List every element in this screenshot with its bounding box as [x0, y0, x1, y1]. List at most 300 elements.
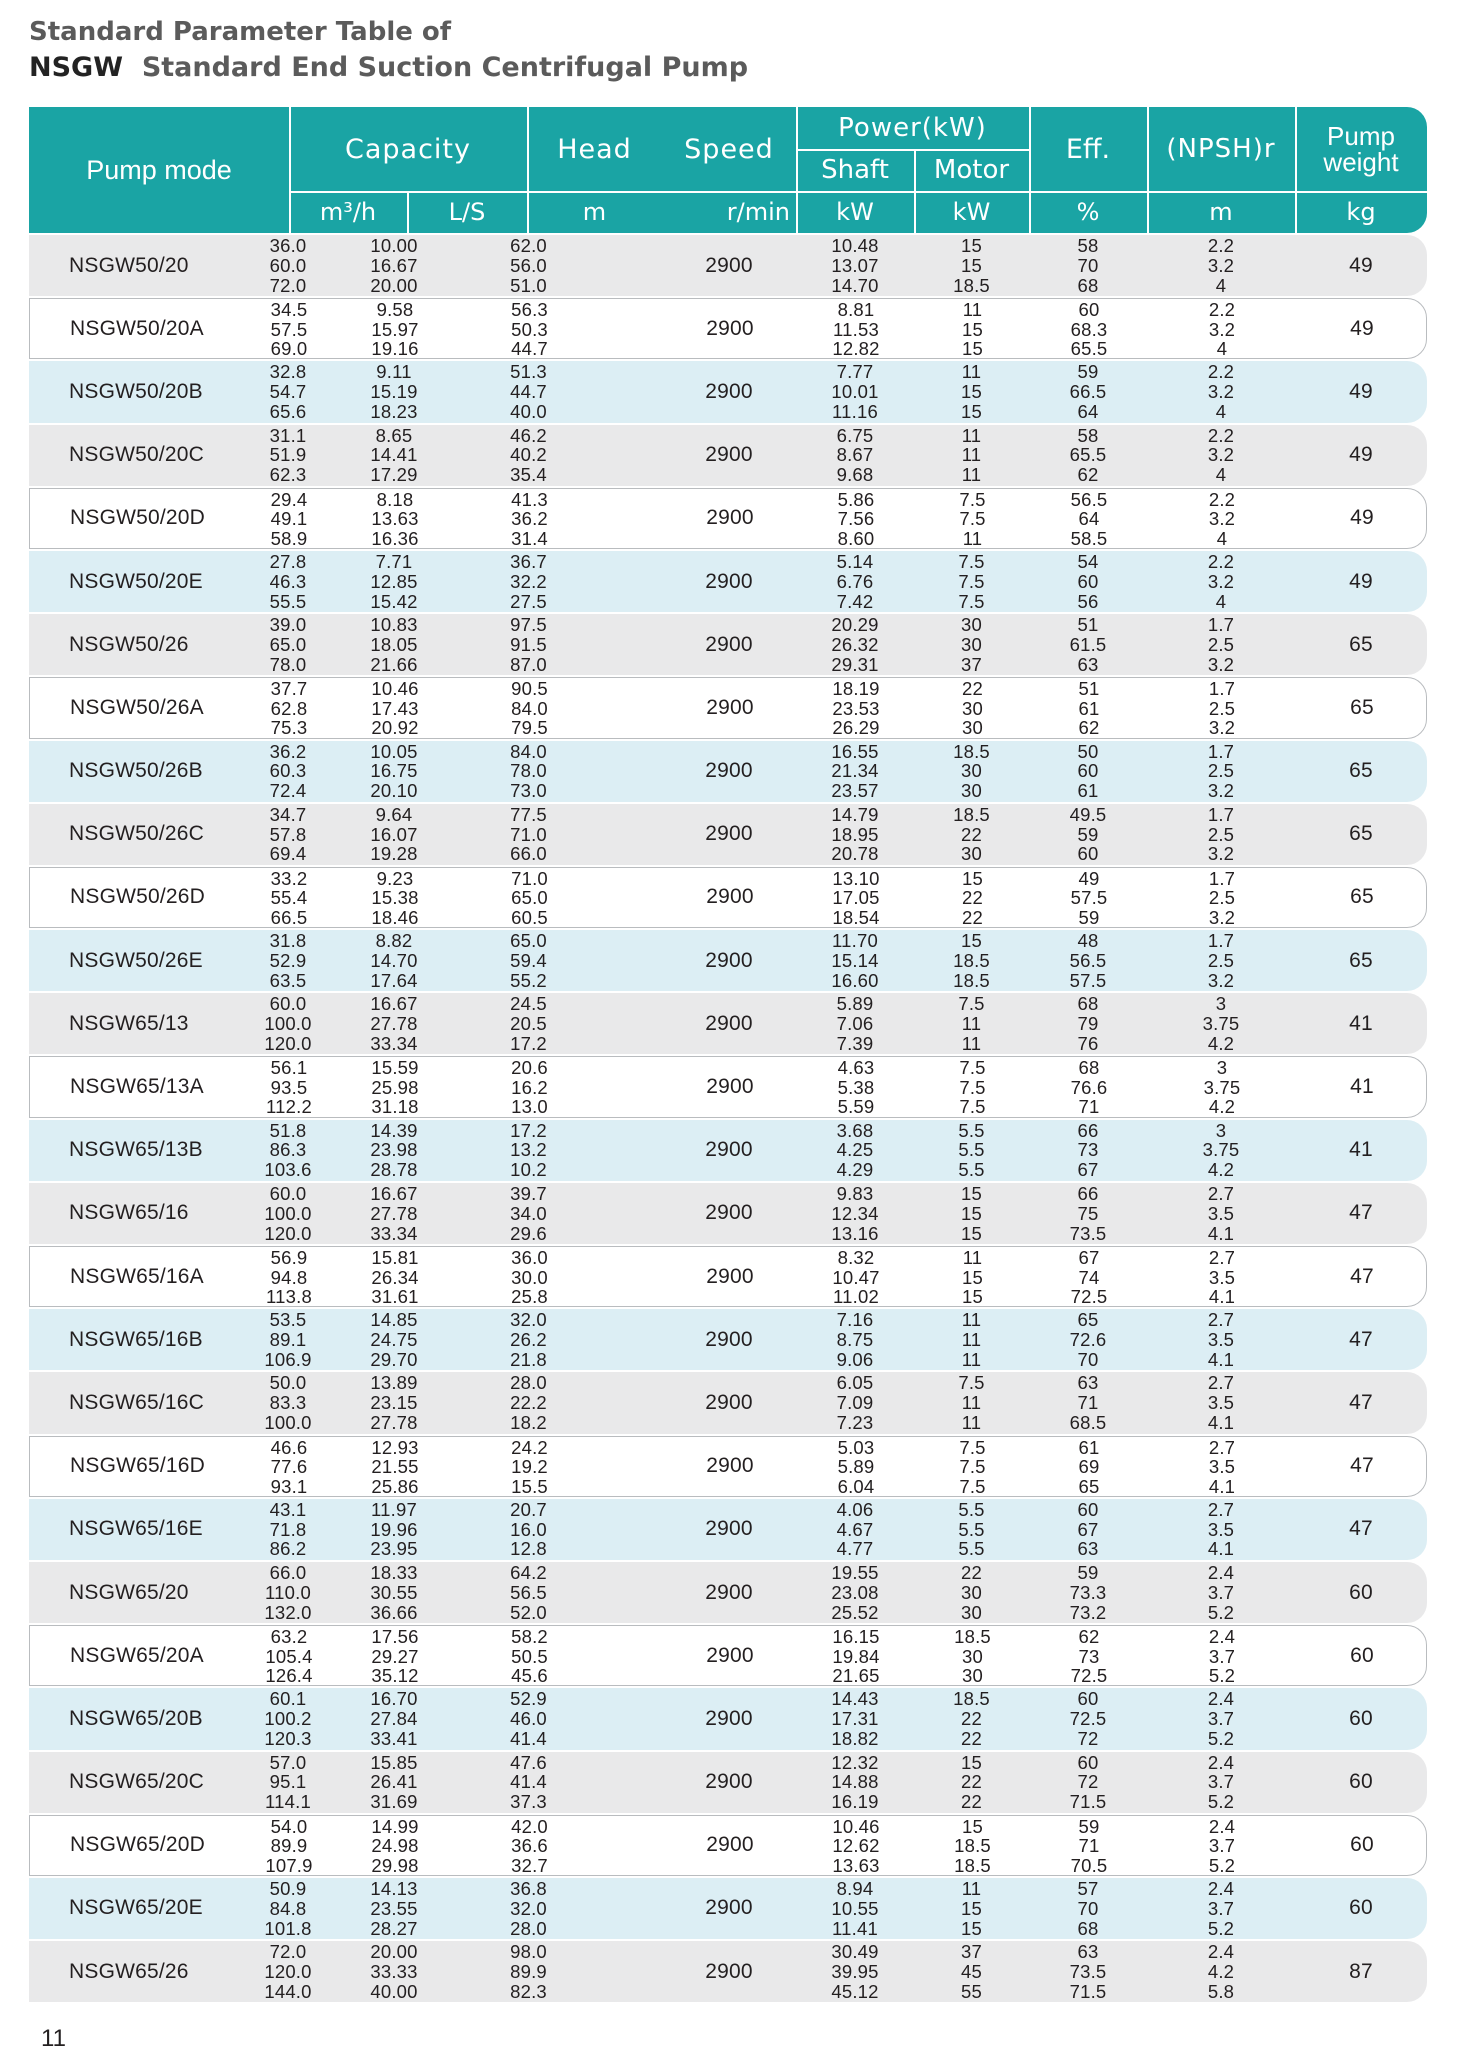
cell-value: 8.18 — [376, 488, 414, 510]
pump-model-cell: NSGW50/20B — [69, 379, 203, 403]
cell-value: 103.6 — [264, 1159, 312, 1181]
cell-value: 68.3 — [1070, 318, 1108, 340]
weight-cell: 60 — [1349, 1770, 1373, 1794]
motor-cell — [914, 551, 1029, 612]
cell-value: 60.0 — [269, 254, 307, 276]
cell-value: 22 — [961, 823, 982, 845]
cell-value: 26.34 — [371, 1266, 419, 1288]
cell-value: 73.2 — [1069, 1601, 1107, 1623]
flow-m3h-cell — [229, 361, 347, 422]
cell-value: 3.68 — [836, 1119, 874, 1141]
shaft-cell — [796, 361, 914, 422]
cell-value: 20.6 — [511, 1057, 548, 1079]
cell-value: 2.7 — [1207, 1309, 1235, 1331]
flow-ls-cell — [335, 1626, 455, 1685]
flow-ls-cell — [335, 678, 455, 737]
cell-value: 32.8 — [269, 361, 307, 383]
cell-value: 62.3 — [269, 464, 307, 486]
cell-value: 72 — [1077, 1771, 1099, 1793]
cell-value: 12.62 — [832, 1835, 880, 1857]
head-cell — [461, 1372, 596, 1433]
cell-value: 40.2 — [510, 444, 547, 466]
cell-value: 20.00 — [370, 1941, 418, 1963]
head-cell — [462, 678, 597, 737]
cell-value: 53.5 — [269, 1309, 307, 1331]
cell-value: 60.3 — [269, 760, 307, 782]
cell-value: 7.5 — [959, 1475, 986, 1497]
cell-value: 16.07 — [370, 823, 418, 845]
motor-cell — [915, 489, 1030, 548]
unit-motor: kW — [952, 198, 991, 226]
cell-value: 22 — [961, 1561, 982, 1583]
weight-cell: 65 — [1350, 695, 1374, 719]
cell-value: 87.0 — [510, 653, 547, 675]
cell-value: 3.5 — [1207, 1518, 1235, 1540]
cell-value: 13.63 — [371, 508, 419, 530]
flow-m3h-cell — [229, 1309, 347, 1370]
cell-value: 7.5 — [958, 993, 985, 1015]
cell-value: 12.93 — [371, 1436, 419, 1458]
cell-value: 30 — [961, 780, 982, 802]
cell-value: 3.5 — [1207, 1202, 1235, 1224]
table-row — [29, 804, 1427, 865]
cell-value: 24.98 — [371, 1835, 419, 1857]
cell-value: 120.0 — [264, 1960, 312, 1982]
eff-cell — [1030, 868, 1148, 927]
flow-m3h-cell — [229, 1688, 347, 1749]
cell-value: 15 — [961, 401, 982, 423]
table-row — [29, 1436, 1427, 1497]
cell-value: 36.0 — [269, 235, 307, 256]
pump-model-cell: NSGW50/26 — [69, 632, 189, 656]
cell-value: 61 — [1077, 780, 1099, 802]
speed-cell: 2900 — [705, 569, 753, 593]
flow-m3h-cell — [229, 1499, 347, 1560]
cell-value: 106.9 — [264, 1348, 312, 1370]
flow-ls-cell — [334, 930, 454, 991]
cell-value: 22 — [962, 678, 983, 700]
motor-cell — [915, 299, 1030, 358]
npsh-cell — [1147, 361, 1295, 422]
speed-cell: 2900 — [705, 1517, 753, 1541]
cell-value: 31.61 — [371, 1286, 419, 1307]
cell-value: 56 — [1077, 590, 1099, 612]
cell-value: 29.98 — [371, 1854, 419, 1876]
cell-value: 100.0 — [264, 1412, 312, 1434]
cell-value: 21.66 — [370, 653, 418, 675]
table-row — [29, 1309, 1427, 1370]
cell-value: 73.0 — [510, 780, 547, 802]
cell-value: 30 — [961, 614, 982, 636]
cell-value: 32.0 — [510, 1897, 547, 1919]
cell-value: 2.2 — [1207, 235, 1235, 256]
speed-cell: 2900 — [706, 1075, 754, 1099]
cell-value: 68 — [1077, 274, 1099, 296]
cell-value: 16.2 — [511, 1076, 548, 1098]
cell-value: 17.31 — [831, 1708, 879, 1730]
flow-m3h-cell — [230, 1247, 348, 1306]
cell-value: 3.2 — [1207, 444, 1235, 466]
flow-m3h-cell — [229, 614, 347, 675]
cell-value: 65.0 — [269, 633, 307, 655]
cell-value: 7.5 — [959, 1436, 986, 1458]
cell-value: 22.2 — [510, 1392, 547, 1414]
cell-value: 16.70 — [370, 1688, 418, 1710]
flow-m3h-cell — [230, 1626, 348, 1685]
pump-model-cell: NSGW50/20D — [70, 506, 206, 530]
weight-cell: 65 — [1349, 759, 1373, 783]
speed-cell: 2900 — [705, 1706, 753, 1730]
head-cell — [461, 930, 596, 991]
cell-value: 15.38 — [371, 887, 419, 909]
unit-head: m — [582, 198, 607, 226]
motor-cell — [915, 1247, 1030, 1306]
motor-cell — [914, 1120, 1029, 1181]
cell-value: 72.6 — [1069, 1329, 1107, 1351]
npsh-cell — [1147, 804, 1295, 865]
cell-value: 4.2 — [1208, 1096, 1236, 1118]
cell-value: 97.5 — [510, 614, 547, 636]
motor-cell — [914, 1309, 1029, 1370]
cell-value: 15 — [962, 318, 983, 340]
eff-cell — [1030, 489, 1148, 548]
cell-value: 76 — [1077, 1032, 1099, 1054]
cell-value: 22 — [962, 906, 983, 928]
cell-value: 73.5 — [1069, 1960, 1107, 1982]
cell-value: 7.5 — [958, 570, 985, 592]
title-brand: NSGW — [29, 52, 123, 83]
cell-value: 33.34 — [370, 1222, 418, 1244]
npsh-cell — [1148, 1057, 1296, 1116]
cell-value: 91.5 — [510, 633, 547, 655]
cell-value: 8.60 — [837, 527, 875, 549]
cell-value: 5.03 — [837, 1436, 875, 1458]
npsh-cell — [1147, 1878, 1295, 1939]
cell-value: 56.3 — [511, 299, 548, 321]
header-head: Head — [557, 133, 632, 165]
cell-value: 36.66 — [370, 1601, 418, 1623]
cell-value: 15 — [961, 254, 982, 276]
cell-value: 7.71 — [375, 550, 413, 572]
cell-value: 55.5 — [269, 590, 307, 612]
cell-value: 11 — [961, 1329, 982, 1351]
cell-value: 72.0 — [269, 274, 307, 296]
weight-cell: 47 — [1349, 1327, 1373, 1351]
cell-value: 27.84 — [370, 1708, 418, 1730]
table-row — [29, 1941, 1427, 2002]
cell-value: 59 — [1077, 361, 1099, 383]
cell-value: 10.55 — [831, 1897, 879, 1919]
cell-value: 36.6 — [511, 1835, 548, 1857]
npsh-cell — [1148, 868, 1296, 927]
cell-value: 2.7 — [1208, 1436, 1236, 1458]
cell-value: 55 — [961, 1980, 982, 2002]
eff-cell — [1030, 1437, 1148, 1496]
cell-value: 5.5 — [958, 1498, 985, 1520]
cell-value: 15.97 — [371, 318, 419, 340]
table-row — [29, 677, 1427, 738]
cell-value: 9.23 — [376, 867, 414, 889]
cell-value: 40.00 — [370, 1980, 418, 2002]
cell-value: 4.2 — [1207, 1960, 1235, 1982]
cell-value: 3.7 — [1207, 1581, 1235, 1603]
table-row — [29, 993, 1427, 1054]
cell-value: 3.5 — [1207, 1329, 1235, 1351]
cell-value: 93.5 — [270, 1076, 308, 1098]
cell-value: 113.8 — [266, 1286, 312, 1307]
pump-model-cell: NSGW65/13B — [69, 1138, 203, 1162]
cell-value: 26.41 — [370, 1771, 418, 1793]
cell-value: 3.75 — [1202, 1013, 1240, 1035]
cell-value: 12.34 — [831, 1202, 879, 1224]
cell-value: 5.5 — [958, 1119, 985, 1141]
shaft-cell — [797, 678, 915, 737]
cell-value: 14.99 — [371, 1815, 419, 1837]
weight-cell: 49 — [1349, 253, 1373, 277]
cell-value: 7.23 — [836, 1412, 874, 1434]
cell-value: 50 — [1077, 740, 1099, 762]
cell-value: 36.7 — [510, 550, 547, 572]
cell-value: 33.2 — [270, 867, 308, 889]
cell-value: 19.96 — [370, 1518, 418, 1540]
cell-value: 94.8 — [270, 1266, 308, 1288]
cell-value: 5.89 — [836, 993, 874, 1015]
cell-value: 120.3 — [264, 1728, 312, 1749]
cell-value: 31.18 — [371, 1096, 419, 1118]
cell-value: 2.4 — [1208, 1815, 1236, 1837]
cell-value: 56.5 — [1069, 949, 1107, 971]
eff-cell — [1029, 1120, 1147, 1181]
cell-value: 30 — [961, 1581, 982, 1603]
cell-value: 29.27 — [371, 1645, 419, 1667]
table-row — [29, 298, 1427, 359]
cell-value: 16.15 — [832, 1626, 880, 1648]
head-cell — [461, 1941, 596, 2002]
cell-value: 30 — [961, 633, 982, 655]
cell-value: 4 — [1215, 590, 1227, 612]
npsh-cell — [1148, 299, 1296, 358]
motor-cell — [914, 804, 1029, 865]
flow-m3h-cell — [229, 425, 347, 486]
npsh-cell — [1147, 1941, 1295, 2002]
cell-value: 65.0 — [510, 930, 547, 952]
cell-value: 10.48 — [831, 235, 879, 256]
cell-value: 67 — [1077, 1159, 1099, 1181]
cell-value: 78.0 — [269, 653, 307, 675]
cell-value: 69.4 — [269, 843, 307, 865]
header-weight — [1295, 107, 1427, 191]
cell-value: 10.46 — [832, 1815, 880, 1837]
motor-cell — [914, 1372, 1029, 1433]
unit-ls: L/S — [448, 198, 486, 226]
cell-value: 64.2 — [510, 1561, 547, 1583]
weight-cell: 65 — [1350, 885, 1374, 909]
cell-value: 18.5 — [953, 1688, 990, 1710]
shaft-cell — [796, 1878, 914, 1939]
npsh-cell — [1148, 489, 1296, 548]
cell-value: 59 — [1078, 1815, 1100, 1837]
header-capacity: Capacity — [345, 133, 471, 165]
cell-value: 7.06 — [836, 1013, 874, 1035]
cell-value: 11 — [962, 527, 983, 549]
weight-cell: 60 — [1349, 1706, 1373, 1730]
flow-ls-cell — [334, 614, 454, 675]
cell-value: 4 — [1216, 338, 1228, 360]
cell-value: 67 — [1078, 1247, 1100, 1268]
cell-value: 3.2 — [1207, 254, 1235, 276]
cell-value: 120.0 — [264, 1032, 312, 1054]
cell-value: 20.10 — [370, 780, 418, 802]
cell-value: 15 — [961, 381, 982, 403]
cell-value: 20.5 — [510, 1013, 547, 1035]
cell-value: 7.09 — [836, 1392, 874, 1414]
flow-ls-cell — [334, 1878, 454, 1939]
flow-m3h-cell — [230, 489, 348, 548]
cell-value: 22 — [961, 1708, 982, 1730]
npsh-cell — [1148, 1816, 1296, 1875]
cell-value: 9.06 — [836, 1348, 874, 1370]
cell-value: 4 — [1215, 464, 1227, 486]
cell-value: 7.5 — [958, 550, 985, 572]
cell-value: 63 — [1077, 1372, 1099, 1394]
cell-value: 57.5 — [270, 318, 308, 340]
cell-value: 71.0 — [511, 867, 548, 889]
cell-value: 23.95 — [370, 1538, 418, 1560]
pump-model-cell: NSGW65/13 — [69, 1011, 189, 1035]
cell-value: 7.5 — [959, 1456, 986, 1478]
cell-value: 56.9 — [270, 1247, 308, 1268]
table-row — [29, 361, 1427, 422]
cell-value: 15.42 — [370, 590, 418, 612]
cell-value: 132.0 — [264, 1601, 312, 1623]
speed-cell: 2900 — [705, 1959, 753, 1983]
flow-ls-cell — [334, 361, 454, 422]
speed-cell: 2900 — [705, 822, 753, 846]
flow-m3h-cell — [229, 1120, 347, 1181]
shaft-cell — [796, 1183, 914, 1244]
cell-value: 2.5 — [1207, 949, 1235, 971]
pump-model-cell: NSGW65/16B — [69, 1327, 203, 1351]
cell-value: 3.2 — [1207, 780, 1235, 802]
pump-model-cell: NSGW50/26B — [69, 759, 203, 783]
cell-value: 27.78 — [370, 1013, 418, 1035]
table-row — [29, 1056, 1427, 1117]
speed-cell: 2900 — [705, 759, 753, 783]
cell-value: 4.06 — [836, 1498, 874, 1520]
cell-value: 69.0 — [270, 338, 308, 360]
header-speed: Speed — [684, 133, 774, 165]
cell-value: 37.7 — [270, 678, 308, 700]
flow-ls-cell — [334, 1183, 454, 1244]
cell-value: 15 — [962, 1266, 983, 1288]
cell-value: 3.5 — [1208, 1266, 1236, 1288]
cell-value: 36.0 — [511, 1247, 548, 1268]
cell-value: 100.0 — [264, 1013, 312, 1035]
title-line-2 — [29, 50, 748, 86]
cell-value: 50.0 — [269, 1372, 307, 1394]
eff-cell — [1029, 993, 1147, 1054]
cell-value: 17.05 — [832, 887, 880, 909]
cell-value: 98.0 — [510, 1941, 547, 1963]
cell-value: 6.05 — [836, 1372, 874, 1394]
cell-value: 39.95 — [831, 1960, 879, 1982]
cell-value: 37 — [961, 1941, 982, 1963]
cell-value: 12.8 — [510, 1538, 547, 1560]
cell-value: 7.5 — [959, 1057, 986, 1079]
cell-value: 1.7 — [1208, 867, 1236, 889]
speed-cell: 2900 — [705, 1138, 753, 1162]
cell-value: 3.7 — [1207, 1708, 1235, 1730]
cell-value: 46.6 — [270, 1436, 308, 1458]
flow-ls-cell — [334, 1499, 454, 1560]
cell-value: 71.0 — [510, 823, 547, 845]
flow-ls-cell — [335, 868, 455, 927]
cell-value: 11.16 — [832, 401, 878, 423]
cell-value: 5.2 — [1208, 1854, 1236, 1876]
cell-value: 22 — [961, 1791, 982, 1813]
cell-value: 51.3 — [510, 361, 547, 383]
speed-cell: 2900 — [705, 1390, 753, 1414]
eff-cell — [1029, 425, 1147, 486]
cell-value: 10.83 — [370, 614, 418, 636]
cell-value: 25.8 — [511, 1286, 548, 1307]
speed-cell: 2900 — [705, 632, 753, 656]
shaft-cell — [796, 1562, 914, 1623]
header-power: Power(kW) — [838, 113, 987, 143]
header-shaft: Shaft — [821, 155, 889, 185]
cell-value: 25.98 — [371, 1076, 419, 1098]
cell-value: 11 — [961, 1877, 982, 1899]
cell-value: 19.28 — [370, 843, 418, 865]
cell-value: 65 — [1078, 1475, 1100, 1497]
eff-cell — [1030, 1816, 1148, 1875]
speed-cell: 2900 — [705, 1011, 753, 1035]
cell-value: 36.8 — [510, 1877, 547, 1899]
cell-value: 27.5 — [510, 590, 547, 612]
eff-cell — [1030, 299, 1148, 358]
cell-value: 60 — [1077, 1498, 1099, 1520]
weight-cell: 49 — [1349, 443, 1373, 467]
npsh-cell — [1147, 1309, 1295, 1370]
cell-value: 4.1 — [1207, 1222, 1235, 1244]
shaft-cell — [796, 1372, 914, 1433]
cell-value: 34.5 — [270, 299, 308, 321]
cell-value: 31.8 — [269, 930, 307, 952]
weight-cell: 87 — [1349, 1959, 1373, 1983]
cell-value: 30.49 — [831, 1941, 879, 1963]
cell-value: 65.6 — [269, 401, 307, 423]
cell-value: 1.7 — [1207, 740, 1235, 762]
cell-value: 1.7 — [1207, 930, 1235, 952]
cell-value: 26.32 — [831, 633, 879, 655]
header-weight-line-1: Pump — [1327, 121, 1395, 151]
table-body — [29, 235, 1427, 2004]
cell-value: 30.0 — [511, 1266, 548, 1288]
motor-cell — [914, 361, 1029, 422]
cell-value: 22 — [961, 1771, 982, 1793]
eff-cell — [1029, 1688, 1147, 1749]
pump-model-cell: NSGW65/26 — [69, 1959, 189, 1983]
table-row — [29, 1246, 1427, 1307]
cell-value: 44.7 — [510, 381, 547, 403]
shaft-cell — [797, 1437, 915, 1496]
cell-value: 93.1 — [270, 1475, 308, 1497]
cell-value: 19.16 — [371, 338, 419, 360]
cell-value: 11.41 — [832, 1917, 878, 1939]
cell-value: 66.5 — [1069, 381, 1107, 403]
cell-value: 18.5 — [953, 740, 990, 762]
cell-value: 27.78 — [370, 1412, 418, 1434]
